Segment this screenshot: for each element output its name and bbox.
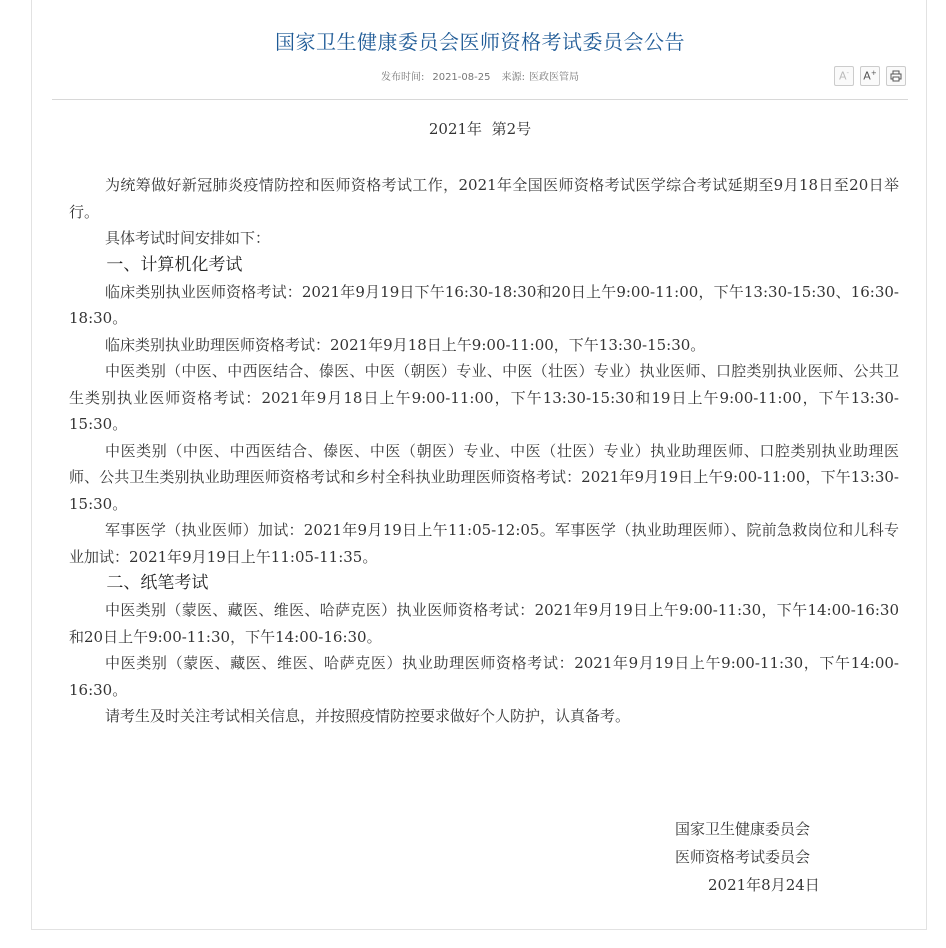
- article-body: [69, 172, 899, 730]
- paragraph-intro: 为统筹做好新冠肺炎疫情防控和医师资格考试工作，2021年全国医师资格考试医学综合考试延期至9月18日至20日举行。: [69, 176, 899, 221]
- document-number: 2021年 第2号: [428, 120, 532, 138]
- font-larger-button[interactable]: [860, 66, 880, 86]
- paragraph-clinical-assistant: 临床类别执业助理医师资格考试：2021年9月18日上午9:00-11:00，下午13:30-15:30。: [105, 335, 706, 354]
- print-button[interactable]: [886, 66, 906, 86]
- header-divider: [52, 99, 908, 100]
- source-label: 来源:: [501, 72, 526, 83]
- paragraph-tcm-physician: 中医类别（中医、中西医结合、傣医、中医（朝医）专业、中医（壮医）专业）执业医师、口腔类别执业医师、公共卫生类别执业医师资格考试：2021年9月18日上午9:00-11:00，下午13:30-15:30和19日上午9:00-11:00，下午13:30-15:30。: [69, 362, 899, 433]
- article-meta: [32, 68, 928, 83]
- font-larger-icon: A+: [863, 69, 877, 83]
- font-smaller-icon: A-: [838, 69, 850, 83]
- paragraph-military: 军事医学（执业医师）加试：2021年9月19日上午11:05-12:05。军事医学（执业助理医师）、院前急救岗位和儿科专业加试：2021年9月19日上午11:05-11:35。: [69, 521, 899, 566]
- paragraph-ethnic-physician: 中医类别（蒙医、藏医、维医、哈萨克医）执业医师资格考试：2021年9月19日上午9:00-11:30，下午14:00-16:30和20日上午9:00-11:30，下午14:00-16:30。: [69, 601, 899, 646]
- signature-block: [675, 815, 820, 899]
- source-name: 医政医管局: [529, 72, 580, 83]
- article-container: [31, 0, 927, 930]
- print-icon: [890, 70, 902, 82]
- paragraph-clinical-physician: 临床类别执业医师资格考试：2021年9月19日下午16:30-18:30和20日上午9:00-11:00，下午13:30-15:30、16:30-18:30。: [69, 282, 899, 327]
- section-heading-computer: 一、计算机化考试: [106, 254, 243, 275]
- signature-org-1: 国家卫生健康委员会: [675, 820, 811, 838]
- paragraph-schedule-intro: 具体考试时间安排如下：: [105, 229, 271, 247]
- publish-date: 2021-08-25: [432, 72, 491, 83]
- section-heading-paper: 二、纸笔考试: [106, 573, 209, 593]
- paragraph-ethnic-assistant: 中医类别（蒙医、藏医、维医、哈萨克医）执业助理医师资格考试：2021年9月19日上午9:00-11:30，下午14:00-16:30。: [69, 654, 899, 699]
- page-title: 国家卫生健康委员会医师资格考试委员会公告: [275, 30, 685, 54]
- article-tools: [834, 66, 906, 86]
- publish-label: 发布时间:: [380, 72, 425, 83]
- paragraph-reminder: 请考生及时关注考试相关信息，并按照疫情防控要求做好个人防护，认真备考。: [105, 707, 631, 725]
- paragraph-tcm-assistant: 中医类别（中医、中西医结合、傣医、中医（朝医）专业、中医（壮医）专业）执业助理医师、口腔类别执业助理医师、公共卫生类别执业助理医师资格考试和乡村全科执业助理医师资格考试：2021年9月19日上午9:00-11:00，下午13:30-15:30。: [69, 441, 899, 513]
- signature-date: 2021年8月24日: [708, 876, 820, 894]
- signature-org-2: 医师资格考试委员会: [675, 848, 811, 866]
- font-smaller-button[interactable]: [834, 66, 854, 86]
